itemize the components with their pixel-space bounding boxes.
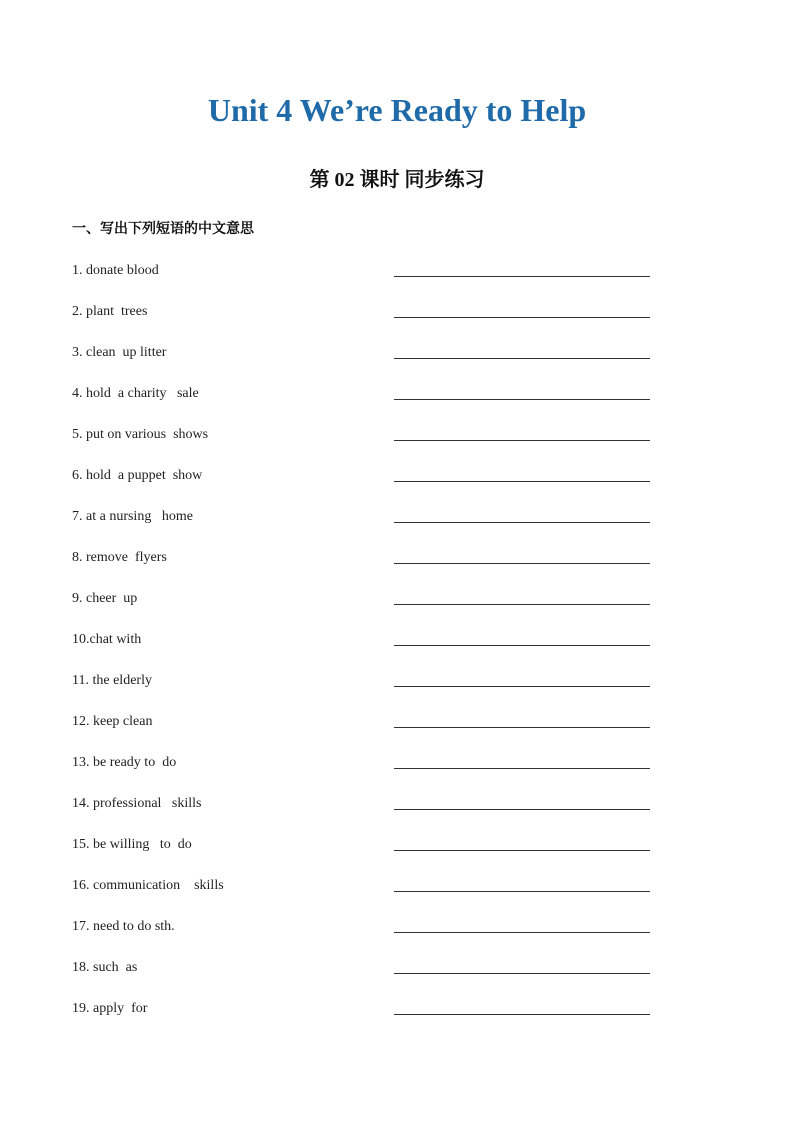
list-item [72, 713, 652, 754]
phrase-text: 7. at a nursing home [72, 509, 193, 524]
phrase-text: 15. be willing to do [72, 837, 192, 852]
answer-line[interactable] [394, 481, 650, 482]
phrase-text: 5. put on various shows [72, 427, 209, 442]
phrase-text: 4. hold a charity sale [72, 386, 199, 401]
list-item [72, 959, 652, 1000]
answer-line[interactable] [394, 522, 650, 523]
answer-line[interactable] [394, 563, 650, 564]
answer-line[interactable] [394, 317, 650, 318]
phrase-text: 17. need to do sth. [72, 919, 175, 934]
phrase-text: 6. hold a puppet show [72, 468, 203, 483]
list-item [72, 467, 652, 508]
answer-line[interactable] [394, 809, 650, 810]
list-item [72, 303, 652, 344]
phrase-text: 16. communication skills [72, 878, 224, 893]
list-item [72, 754, 652, 795]
list-item [72, 344, 652, 385]
page-title: Unit 4 We’re Ready to Help [207, 92, 587, 128]
list-item [72, 549, 652, 590]
lesson-subtitle: 第 02 课时 同步练习 [309, 169, 485, 191]
list-item [72, 590, 652, 631]
answer-line[interactable] [394, 973, 650, 974]
list-item [72, 795, 652, 836]
list-item [72, 877, 652, 918]
phrase-text: 9. cheer up [72, 591, 138, 606]
answer-line[interactable] [394, 604, 650, 605]
phrase-text: 19. apply for [72, 1001, 148, 1016]
answer-line[interactable] [394, 645, 650, 646]
phrase-text: 12. keep clean [72, 714, 153, 729]
phrase-text: 18. such as [72, 960, 138, 975]
answer-line[interactable] [394, 358, 650, 359]
list-item [72, 426, 652, 467]
answer-line[interactable] [394, 891, 650, 892]
list-item [72, 508, 652, 549]
phrase-text: 3. clean up litter [72, 345, 167, 360]
answer-line[interactable] [394, 276, 650, 277]
phrase-text: 14. professional skills [72, 796, 202, 811]
phrase-text: 2. plant trees [72, 304, 148, 319]
list-item [72, 672, 652, 713]
list-item [72, 385, 652, 426]
answer-line[interactable] [394, 932, 650, 933]
phrase-text: 10.chat with [72, 632, 142, 647]
answer-line[interactable] [394, 440, 650, 441]
answer-line[interactable] [394, 686, 650, 687]
section-heading: 一、写出下列短语的中文意思 [72, 221, 254, 237]
answer-line[interactable] [394, 727, 650, 728]
answer-line[interactable] [394, 399, 650, 400]
exercise-list [72, 262, 652, 1041]
answer-line[interactable] [394, 850, 650, 851]
list-item [72, 631, 652, 672]
list-item [72, 1000, 652, 1041]
list-item [72, 918, 652, 959]
phrase-text: 13. be ready to do [72, 755, 177, 770]
answer-line[interactable] [394, 1014, 650, 1015]
list-item [72, 262, 652, 303]
answer-line[interactable] [394, 768, 650, 769]
phrase-text: 1. donate blood [72, 263, 159, 278]
list-item [72, 836, 652, 877]
phrase-text: 8. remove flyers [72, 550, 167, 565]
phrase-text: 11. the elderly [72, 673, 152, 688]
